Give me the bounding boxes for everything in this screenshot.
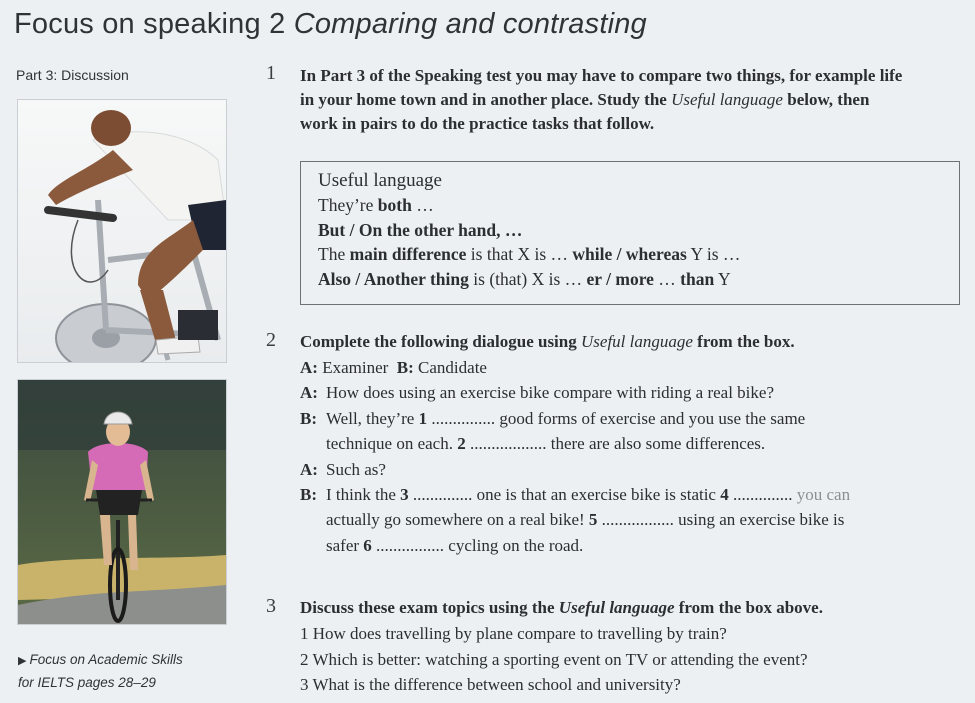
useful-line-both [318,193,959,218]
section1-instructions [300,64,910,136]
focus-link-line2: for IELTS pages 28–29 [18,675,156,690]
dialogue-r1-a: Well, they’re [326,408,419,428]
dialogue-line [300,380,850,405]
useful-l1-b: both [377,195,412,215]
page-title [14,8,647,41]
section2-head-b: from the box. [692,332,795,351]
speaker-a: A: [300,383,318,403]
dialogue-r2-a: I think the [326,485,401,505]
triangle-arrow-icon: ▶ [18,655,27,667]
dialogue-r2-b: .............. one is that an exercise bike is static [408,485,721,505]
dialogue-q2: Such as? [326,459,386,479]
useful-l4-e: than [680,268,715,289]
dialogue-r2-d: you can [796,485,851,505]
section1-text-b: below, then work in pairs to do the practice tasks that follow. [300,90,870,133]
useful-l4-f: Y [714,268,731,289]
useful-line-also [318,267,959,292]
gap-number-6: 6 [363,535,372,555]
useful-language-box [300,161,960,305]
gap-number-2: 2 [457,434,466,454]
gap-number-4: 4 [720,485,729,505]
role-a-label: A: [300,358,318,377]
dialogue-r2-c: .............. [728,485,797,505]
dialogue-r1-c: technique on each. [326,434,458,454]
dialogue-r2-g: safer [326,535,364,555]
gap-number-1: 1 [418,408,428,428]
section2-number: 2 [266,329,276,351]
dialogue-line [300,431,850,456]
useful-l1-a: They’re [318,195,378,215]
gap-number-5: 5 [588,510,598,530]
dialogue-line [300,533,850,558]
useful-l4-a: Also / Another thing [318,268,469,289]
useful-line-main-difference [318,242,959,267]
useful-l3-b: main difference [349,244,467,264]
role-a-text: Examiner [322,358,389,377]
exercise-bike-photo [17,99,227,363]
list-item: 1 How does travelling by plane compare to travelling by train? [300,624,727,643]
discussion-topics-list [300,621,808,698]
section2-heading [300,330,795,354]
useful-l3-a: The [318,244,350,264]
useful-l3-e: Y is … [686,244,741,264]
dialogue-r1-b: ............... good forms of exercise and you use the same [427,408,806,428]
useful-l3-c: is that X is … [466,244,573,264]
dialogue-line [300,507,850,532]
list-item: 3 What is the difference between school and university? [300,675,681,694]
section1-text-em: Useful language [671,90,783,109]
gap-number-3: 3 [400,485,409,505]
dialogue [300,355,850,558]
section3-head-b: from the box above. [674,598,823,617]
speaker-b: B: [300,485,317,505]
useful-l4-b: is (that) X is … [468,268,587,289]
speaker-b: B: [300,408,317,428]
section2-head-a: Complete the following dialogue using [300,332,581,351]
dialogue-r2-e: actually go somewhere on a real bike! [326,510,589,530]
focus-on-academic-skills-link[interactable] [18,649,183,693]
section3-head-em: Useful language [558,598,675,617]
dialogue-r2-h: ................ cycling on the road. [371,535,584,555]
dialogue-line [300,457,850,482]
dialogue-line [300,406,850,431]
road-cyclist-photo [17,379,227,625]
part-label: Part 3: Discussion [16,67,129,83]
dialogue-line [300,482,850,507]
speaker-a: A: [300,459,318,479]
section3-head-a: Discuss these exam topics using the [300,598,559,617]
useful-l4-c: er / more [586,268,654,289]
useful-l4-d: … [653,268,681,289]
section1-text-a: In Part 3 of the Speaking test you may have to compare two things, for example life in your home town and in another place. Study the [300,66,903,109]
section3-number: 3 [266,595,276,617]
role-b-text: Candidate [418,358,487,377]
title-subtitle: Comparing and contrasting [293,8,647,40]
dialogue-r1-d: .................. there are also some differences. [465,434,766,454]
useful-line-but: But / On the other hand, … [318,219,523,240]
section2-head-em: Useful language [581,332,693,351]
focus-link-line1: Focus on Academic Skills [29,652,183,667]
useful-l1-c: … [411,195,434,215]
list-item: 2 Which is better: watching a sporting event on TV or attending the event? [300,649,808,669]
section3-heading [300,596,823,620]
useful-l3-d: while / whereas [572,244,687,264]
dialogue-r2-f: ................. using an exercise bike is [597,510,845,530]
useful-language-heading: Useful language [318,170,442,191]
title-main: Focus on speaking 2 [14,8,286,40]
role-b-label: B: [396,358,414,377]
dialogue-q1: How does using an exercise bike compare with riding a real bike? [326,383,774,403]
section1-number: 1 [266,62,276,84]
dialogue-roles [300,355,850,380]
